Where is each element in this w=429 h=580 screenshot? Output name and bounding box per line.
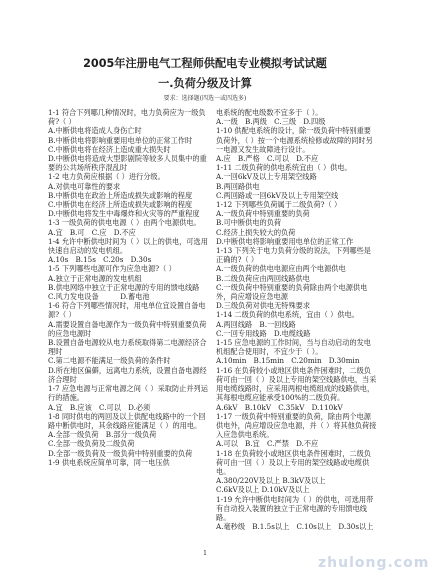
question-line: B.设置自备电源较从电力系统取得第二电源经济合理时 bbox=[48, 338, 207, 357]
question-line: 1-13 下列关于电力负荷分级的说法，下列哪些是正确的?（ ） bbox=[216, 246, 371, 265]
question-line: 1-9 供电系统应简单可靠，同一电压供 bbox=[48, 457, 170, 467]
question-line: 1-4 允许中断供电时间为（ ）以上的供电，可选用快速自启动的发电机组。 bbox=[48, 236, 208, 256]
question-line: C.中断供电将在经济上造成重大损失时 bbox=[48, 144, 171, 154]
question-line: 1-16 在负荷较小或地区供电条件困难时，二级负荷可由一回（ ）及以上专用的架空线路供电，当采用电缆线路时，应采用两根电缆组成的线路供电，其每根电缆应能承受100%的二级负荷。 bbox=[216, 365, 377, 403]
question-line: A.一级 B.两级 C.三级 D.四级 bbox=[216, 117, 326, 127]
question-line: B.中断供电将影响重要用电单位的正常工作时 bbox=[48, 135, 193, 145]
question-line: B.两回路供电 bbox=[216, 181, 260, 191]
question-line: C.中断供电在经济上所造成损失或影响的程度 bbox=[48, 200, 193, 210]
question-line: A.6kV B.10kV C.35kV D.110kV bbox=[216, 402, 343, 412]
question-line: D.中断供电将发生中毒爆炸和火灾等的严重程度 bbox=[48, 209, 200, 219]
left-column bbox=[48, 108, 210, 467]
question-line: C.一回专用线路 D.电缆线路 bbox=[216, 328, 311, 338]
question-line: C.经济上损失较大的负荷 bbox=[216, 227, 296, 237]
document-title: 2005年注册电气工程师供配电专业模拟考试试题 bbox=[83, 57, 327, 70]
question-line: 1-17 一级负荷中特别重要的负荷，除由两个电源供电外，尚应增设应急电源，并（ ）将其他负荷接入应急供电系统。 bbox=[216, 411, 377, 440]
question-line: 1-19 允许中断供电时间为（ ）的供电，可选用带有自动投入装置的独立于正常电源的专用馈电线路。 bbox=[216, 494, 374, 522]
question-line: A.应 B.严格 C.可以 D.不应 bbox=[216, 154, 319, 164]
question-line: D.三级负荷对供电无特殊要求 bbox=[216, 301, 311, 311]
question-line: C.全部一级负荷及二级负荷 bbox=[48, 439, 135, 449]
question-line: A.一级负荷的供电电源应由两个电源供电 bbox=[216, 264, 346, 274]
question-line: D.中断供电将影响重要用电单位的正常工作 bbox=[216, 236, 354, 246]
question-line: A.一回6kV及以上专用架空线路 bbox=[216, 172, 317, 182]
page-number: 1 bbox=[203, 550, 207, 557]
question-line: 1-7 应急电源与正常电源之间（ ）采取防止并列运行的措施。 bbox=[48, 384, 208, 403]
question-line: D.中断供电将造成大型影剧院等较多人员集中的重要的公共场所秩序混乱时 bbox=[48, 154, 207, 173]
question-line: A.10s B.15s C.20s D.30s bbox=[48, 255, 152, 265]
question-line: 1-14 二级负荷的供电系统，宜由（ ）供电。 bbox=[216, 310, 359, 320]
question-line: 1-6 符合下列哪些情况时，用电单位宜设置自备电源?（ ） bbox=[48, 301, 206, 320]
question-line: 1-5 下列哪些电源可作为应急电源?（ ） bbox=[48, 264, 176, 274]
question-line: 1-8 同时供电的两回及以上供配电线路中的一个回路中断供电时，其余线路应能满足（ ）的用电。 bbox=[48, 411, 206, 430]
question-line: C.风力发电设备 D.蓄电池 bbox=[48, 292, 150, 302]
question-line: 1-2 电力负荷应根据（ ）进行分级。 bbox=[48, 172, 165, 182]
question-line: A.对供电可靠性的要求 bbox=[48, 181, 121, 191]
question-line: A.10min B.15min C.20min D.30min bbox=[216, 356, 360, 366]
requirement-note: 要求：选择题(四选一或四选多) bbox=[163, 95, 247, 102]
question-line: A.380/220V及以上 B.3kV及以上 bbox=[216, 476, 326, 486]
question-line: 1-12 下列哪些负荷属于二级负荷?（ ） bbox=[216, 200, 342, 210]
watermark: zhulong.com bbox=[318, 555, 429, 571]
right-column bbox=[216, 108, 378, 531]
question-line: 1-3 一级负荷的供电电源（ ）由两个电源供电。 bbox=[48, 218, 201, 228]
question-line: B.中断供电在政治上所造成损失或影响的程度 bbox=[48, 190, 193, 200]
question-line: D.全部一级负荷及一级负荷中特别重要的负荷 bbox=[48, 448, 193, 458]
question-line: C.第二电源不能满足一级负荷的条件时 bbox=[48, 356, 171, 366]
question-line: A.宜 B.应该 C.可以 D.必须 bbox=[48, 402, 151, 412]
question-line: 1-18 在负荷较小或地区供电条件困难时，二级负荷可由一回（ ）及以上专用的架空线路或电缆供电。 bbox=[216, 448, 371, 476]
question-line: A.独立于正常电源的发电机组 bbox=[48, 273, 142, 283]
section-heading: 一.负荷分级及计算 bbox=[158, 77, 252, 90]
question-line: A.中断供电将造成人身伤亡时 bbox=[48, 126, 142, 136]
question-line: C.两回路或一回6kV及以上专用架空线 bbox=[216, 190, 339, 200]
question-line: A.需要设置自备电源作为一级负荷中特别重要负荷的应急电源时 bbox=[48, 319, 207, 338]
question-line: 1-1 符合下列哪几种情况时，电力负荷应为一级负荷?（ ） bbox=[48, 108, 206, 127]
question-line: A.可以 B.宜 C.严禁 D.不应 bbox=[216, 439, 319, 449]
question-line: A.宜 B.可 C.应 D.不应 bbox=[48, 227, 136, 237]
question-line: 1-10 供配电系统的设计，除一级负荷中特别重要负荷外，（ ）按一个电源系统检修或故障的同时另一电源又发生故障进行设计。 bbox=[216, 126, 373, 154]
question-line: B.供电网络中独立于正常电源的专用的馈电线路 bbox=[48, 282, 200, 292]
question-line: A.一级负荷中特别重要的负荷 bbox=[216, 209, 310, 219]
question-line: C.一级负荷中特别重要的负荷除由两个电源供电外，尚应增设应急电源 bbox=[216, 282, 368, 302]
question-line: B.二级负荷应由两回线路供电 bbox=[216, 273, 310, 283]
question-line: D.所在地区偏僻，远离电力系统，设置自备电源经济合理时 bbox=[48, 365, 207, 384]
question-line: A.毫秒级 B.1.5s以上 C.10s以上 D.30s以上 bbox=[216, 522, 374, 532]
question-line: B.可中断供电的负荷 bbox=[216, 218, 282, 228]
question-line: 1-15 应急电源的工作时间，当与自动启动的发电机组配合使用时，不宜少于（ ）。 bbox=[216, 338, 371, 357]
question-line: 1-11 二级负荷的供电系统宜由（ ）供电。 bbox=[216, 163, 352, 173]
question-line: A.两回线路 B.一回线路 bbox=[216, 319, 296, 329]
question-line: C.6kV及以上 D.10kV及以上 bbox=[216, 485, 310, 495]
question-line: 电系统的配电级数不宜多于（ ）。 bbox=[216, 108, 323, 117]
question-line: A.全部一级负荷 B.部分一级负荷 bbox=[48, 430, 157, 440]
